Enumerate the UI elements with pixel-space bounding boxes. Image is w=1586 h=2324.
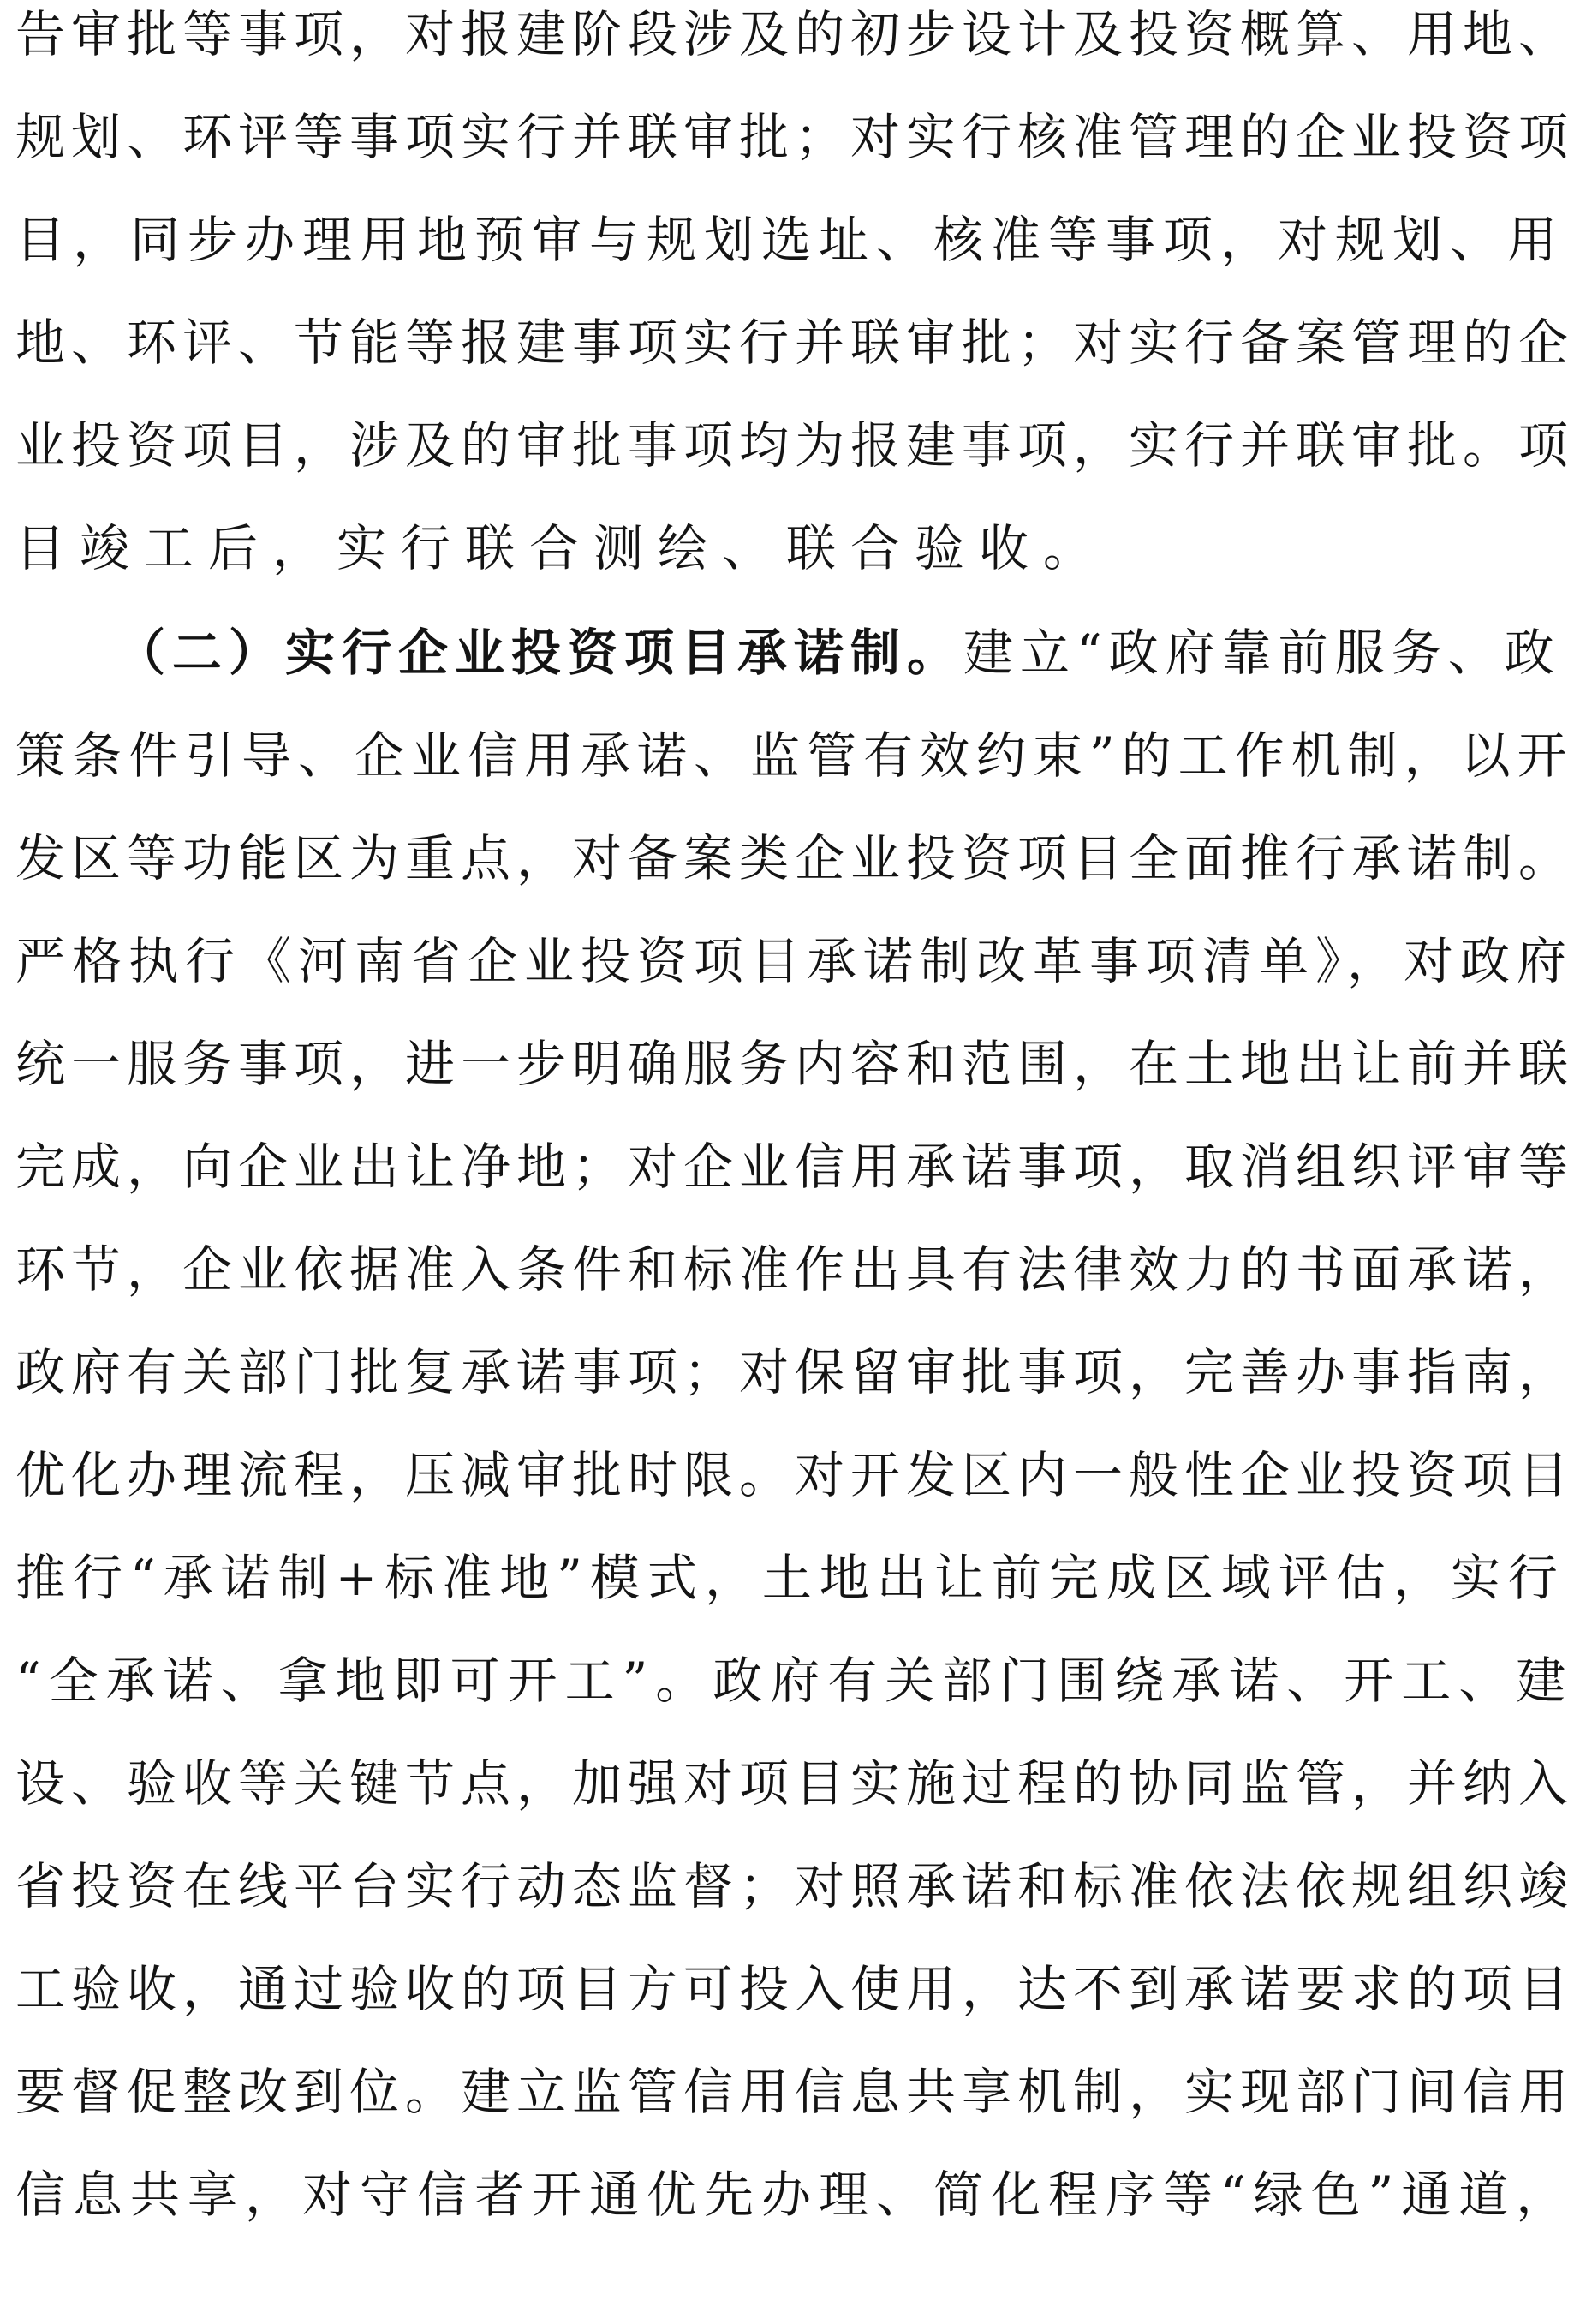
text-line-6: 目竣工后，实行联合测绘、联合验收。: [15, 519, 1108, 577]
text-line-12: 完成，向企业出让净地；对企业信用承诺事项，取消组织评审等: [15, 1138, 1575, 1196]
text-line-8: 策条件引导、企业信用承诺、监管有效约束”的工作机制，以开: [15, 726, 1574, 785]
text-line-3: 目，同步办理用地预审与规划选址、核准等事项，对规划、用: [15, 211, 1565, 269]
section-heading: （二）实行企业投资项目承诺制。: [116, 624, 964, 682]
text-line-21: 要督促整改到位。建立监管信用信息共享机制，实现部门间信用: [15, 2063, 1575, 2121]
text-line-5: 业投资项目，涉及的审批事项均为报建事项，实行并联审批。项: [15, 416, 1575, 475]
text-line-22: 信息共享，对守信者开通优先办理、简化程序等“绿色”通道，: [15, 2166, 1574, 2224]
text-line-19: 省投资在线平台实行动态监督；对照承诺和标准依法依规组织竣: [15, 1857, 1575, 1915]
text-line-20: 工验收，通过验收的项目方可投入使用，达不到承诺要求的项目: [15, 1960, 1575, 2018]
text-line-16: 推行“承诺制+标准地”模式，土地出让前完成区域评估，实行: [15, 1549, 1565, 1607]
text-line-2: 规划、环评等事项实行并联审批；对实行核准管理的企业投资项: [15, 108, 1575, 166]
text-line-11: 统一服务事项，进一步明确服务内容和范围，在土地出让前并联: [15, 1035, 1575, 1093]
text-line-10: 严格执行《河南省企业投资项目承诺制改革事项清单》，对政府: [15, 932, 1574, 990]
text-line-18: 设、验收等关键节点，加强对项目实施过程的协同监管，并纳入: [15, 1754, 1575, 1813]
text-line-4: 地、环评、节能等报建事项实行并联审批；对实行备案管理的企: [15, 314, 1575, 372]
text-line-1: 告审批等事项，对报建阶段涉及的初步设计及投资概算、用地、: [15, 5, 1575, 63]
text-line-15: 优化办理流程，压减审批时限。对开发区内一般性企业投资项目: [15, 1446, 1575, 1504]
text-line-17: “全承诺、拿地即可开工”。政府有关部门围绕承诺、开工、建: [15, 1652, 1574, 1710]
text-line-13: 环节，企业依据准入条件和标准作出具有法律效力的书面承诺，: [15, 1240, 1575, 1299]
section-paragraph-first-line: [116, 618, 1561, 687]
section-lead-text: 建立“政府靠前服务、政: [963, 624, 1561, 682]
text-line-14: 政府有关部门批复承诺事项；对保留审批事项，完善办事指南，: [15, 1343, 1575, 1401]
text-line-9: 发区等功能区为重点，对备案类企业投资项目全面推行承诺制。: [15, 829, 1575, 887]
